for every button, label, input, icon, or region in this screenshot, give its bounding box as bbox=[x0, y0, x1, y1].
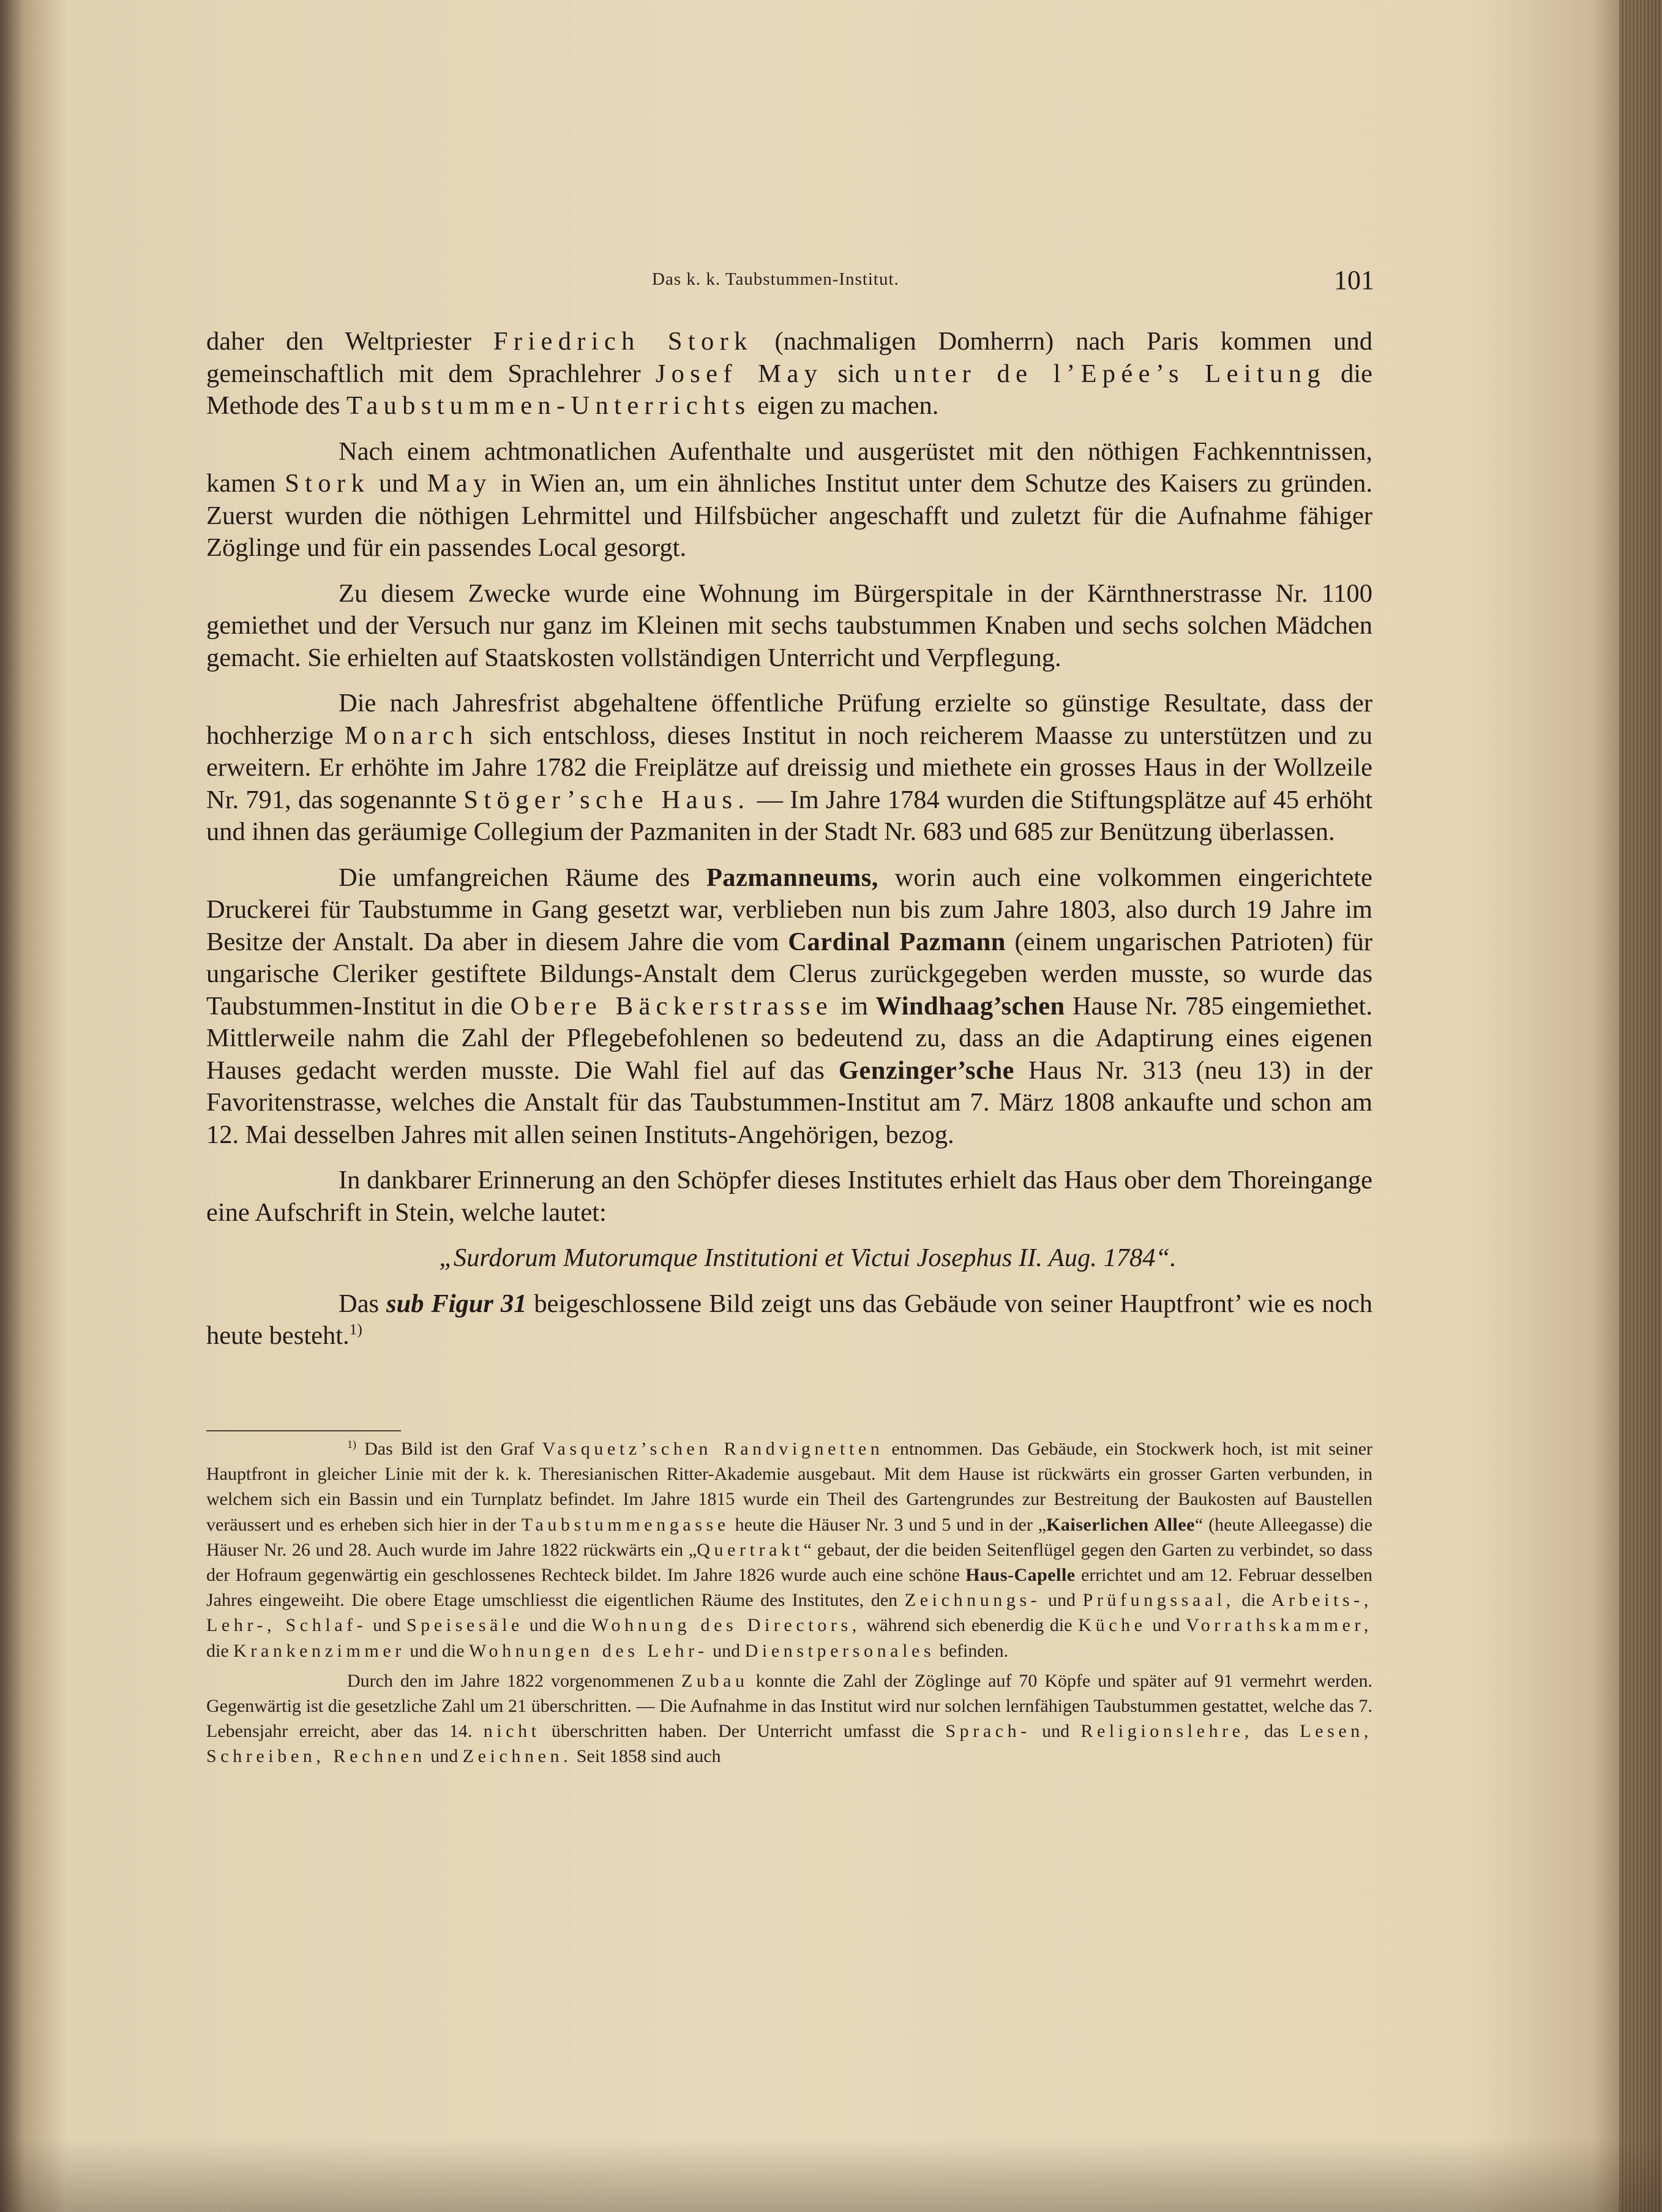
spaced-phrase: Sprach- bbox=[945, 1721, 1031, 1742]
fraktur-name: Genzinger’sche bbox=[838, 1055, 1014, 1085]
text-run: beigeschlossene Bild zeigt uns das Gebäude von seiner Hauptfront’ wie es noch heute besteht. bbox=[206, 1289, 1372, 1350]
main-text bbox=[206, 326, 1372, 1352]
text-run: die Methode des bbox=[206, 359, 1372, 420]
paragraph-1 bbox=[206, 326, 1372, 422]
fraktur-name: Pazmanneums, bbox=[706, 863, 878, 892]
spaced-name: Monarch bbox=[344, 721, 479, 750]
running-title: Das k. k. Taubstummen-Institut. bbox=[652, 269, 899, 289]
spaced-name: Stöger’sche Haus. bbox=[463, 785, 751, 814]
page-shadow bbox=[0, 2139, 1662, 2212]
paragraph-4 bbox=[206, 688, 1372, 849]
fraktur-name: Cardinal Pazmann bbox=[788, 927, 1006, 956]
text-run: im bbox=[833, 991, 876, 1021]
text-run: heute die Häuser Nr. 3 und 5 und in der „ bbox=[729, 1514, 1047, 1535]
spaced-phrase: Dienstpersonales bbox=[744, 1640, 935, 1661]
footnote-rule bbox=[206, 1430, 401, 1431]
page-number: 101 bbox=[1334, 265, 1374, 295]
spaced-name: May bbox=[427, 469, 492, 498]
fraktur-name: Haus-Capelle bbox=[965, 1565, 1076, 1586]
footnote-1 bbox=[206, 1436, 1372, 1663]
spaced-phrase: Quertrakt bbox=[697, 1539, 804, 1560]
text-run: (einem ungarischen Patrioten) für ungarische Cleriker gestiftete Bildungs-Anstalt dem Clerus zurückgegeben werden musste, so wurde das Taubstummen-Institut in die bbox=[206, 927, 1372, 1021]
text-run: sich entschloss, dieses Institut in noch reicherem Maasse zu unterstützen und zu erweitern. Er erhöhte im Jahre 1782 die Freiplätze auf dreissig und miethete ein grosses Haus in der Wollzeile Nr. 791, das sogenannte bbox=[206, 721, 1372, 814]
text-run: Die umfangreichen Räume des bbox=[339, 863, 706, 892]
text-run: und bbox=[367, 1615, 406, 1636]
text-run: Die nach Jahresfrist abgehaltene öffentliche Prüfung erzielte so günstige Resultate, dass der hochherzige bbox=[206, 689, 1372, 750]
text-run: Haus Nr. 313 (neu 13) in der Favoritenstrasse, welches die Anstalt für das Taubstummen-Institut am 7. März 1808 ankaufte und schon am 12. Mai desselben Jahres mit allen seinen Instituts-Angehörigen, bezog. bbox=[206, 1055, 1372, 1149]
spaced-phrase: unter de l’Epée’s Leitung bbox=[894, 359, 1326, 388]
spaced-phrase: Prüfungssaal, bbox=[1082, 1590, 1235, 1611]
text-run: überschritten haben. Der Unterricht umfasst die bbox=[540, 1721, 946, 1742]
paragraph-2 bbox=[206, 436, 1372, 564]
text-run: und bbox=[425, 1746, 463, 1767]
text-run: und die bbox=[405, 1640, 470, 1661]
text-run: worin auch eine volkommen eingerichtete Druckerei für Taubstumme in Gang gesetzt war, verblieben nun bis zum Jahre 1803, also durch 19 Jahre im Besitze der Anstalt. Da aber in diesem Jahre die vom bbox=[206, 863, 1372, 956]
fraktur-name: Windhaag’schen bbox=[875, 991, 1065, 1021]
text-run: “ (heute Alleegasse) die Häuser Nr. 26 und 28. Auch wurde im Jahre 1822 rückwärts ein „ bbox=[206, 1514, 1372, 1560]
text-run: sich bbox=[823, 359, 894, 388]
text-run: und bbox=[1041, 1590, 1083, 1611]
text-run: eigen zu machen. bbox=[751, 391, 939, 420]
spaced-name: Friedrich Stork bbox=[493, 327, 753, 356]
footnote-number: 1) bbox=[347, 1438, 356, 1451]
spaced-phrase: Zubau bbox=[681, 1670, 749, 1691]
text-run: (nachmaligen Domherrn) nach Paris kommen und gemeinschaftlich mit dem Sprachlehrer bbox=[206, 327, 1373, 388]
footnote-1-continued bbox=[206, 1668, 1372, 1769]
text-run: Das bbox=[339, 1289, 387, 1318]
paragraph-6: In dankbarer Erinnerung an den Schöpfer dieses Institutes erhielt das Haus ober dem Thoreingange eine Aufschrift in Stein, welche lautet: bbox=[206, 1166, 1372, 1227]
spaced-phrase: Arbeits-, Lehr-, Schlaf- bbox=[206, 1590, 1373, 1636]
text-run: — Im Jahre 1784 wurden die Stiftungsplätze auf 45 erhöht und ihnen das geräumige Collegium der Pazmaniten in der Stadt Nr. 683 und 685 zur Benützung überlassen. bbox=[206, 785, 1372, 846]
paragraph-5 bbox=[206, 862, 1372, 1152]
fraktur-name: Kaiserlichen Allee bbox=[1046, 1514, 1195, 1535]
page-header bbox=[652, 264, 1374, 301]
text-run: Seit 1858 sind auch bbox=[572, 1746, 721, 1767]
spaced-phrase: Zeichnen. bbox=[462, 1746, 572, 1767]
text-run: Hause Nr. 785 eingemiethet. Mittlerweile nahm die Zahl der Pflegebefohlenen so bedeutend zu, dass an die Adaptirung eines eigenen Hauses gedacht werden musste. Die Wahl fiel auf das bbox=[206, 991, 1372, 1085]
text-run: die bbox=[206, 1640, 234, 1661]
inscription-quote: „Surdorum Mutorumque Institutioni et Victui Josephus II. Aug. 1784“. bbox=[439, 1243, 1177, 1272]
spaced-phrase: Zeichnungs- bbox=[904, 1590, 1041, 1611]
spaced-name: Stork bbox=[285, 469, 370, 498]
text-run: während sich ebenerdig die bbox=[860, 1615, 1079, 1636]
text-run: und bbox=[1146, 1615, 1186, 1636]
text-run: daher den Weltpriester bbox=[206, 327, 493, 356]
spaced-phrase: Wohnungen des Lehr- bbox=[469, 1640, 708, 1661]
text-run: befinden. bbox=[935, 1640, 1009, 1661]
spaced-name: Obere Bäckerstrasse bbox=[510, 991, 833, 1021]
paragraph-7 bbox=[206, 1288, 1372, 1352]
spaced-phrase: Küche bbox=[1078, 1615, 1147, 1636]
spaced-name: Josef May bbox=[655, 359, 823, 388]
text-run: Durch den im Jahre 1822 vorgenommenen bbox=[347, 1670, 681, 1691]
page-stack-edge bbox=[1619, 0, 1662, 2212]
spaced-phrase: Taubstummengasse bbox=[521, 1514, 730, 1535]
text-run: “ gebaut, der die beiden Seitenflügel gegen den Garten zu verbindet, so dass der Hofraum gegenwärtig ein geschlossenes Rechteck bildet. Im Jahre 1826 wurde auch eine schöne bbox=[206, 1539, 1372, 1586]
text-run: und bbox=[1030, 1721, 1081, 1742]
spaced-phrase: Taubstummen-Unterrichts bbox=[346, 391, 751, 420]
figure-reference: sub Figur 31 bbox=[386, 1289, 527, 1318]
text-run: Das Bild ist den Graf bbox=[356, 1439, 542, 1459]
spaced-phrase: Vasquetz’schen Randvignetten bbox=[542, 1439, 884, 1459]
spaced-phrase: nicht bbox=[483, 1721, 541, 1742]
text-run: die bbox=[1234, 1590, 1271, 1611]
text-run: errichtet und am 12. Februar desselben Jahres eingeweiht. Die obere Etage umschliesst die eigentlichen Räume des Institutes, den bbox=[206, 1565, 1372, 1611]
text-run: in Wien an, um ein ähnliches Institut unter dem Schutze des Kaisers zu gründen. Zuerst wurden die nöthigen Lehrmittel und Hilfsbücher angeschafft und zuletzt für die Aufnahme fähiger Zöglinge und für ein passendes Local gesorgt. bbox=[206, 469, 1372, 562]
paragraph-3: Zu diesem Zwecke wurde eine Wohnung im Bürgerspitale in der Kärnthnerstrasse Nr. 1100 gemiethet und der Versuch nur ganz im Kleinen mit sechs taubstummen Knaben und sechs solchen Mädchen gemacht. Sie erhielten auf Staatskosten vollständigen Unterricht und Verpflegung. bbox=[206, 579, 1372, 672]
spaced-phrase: Speisesäle bbox=[406, 1615, 523, 1636]
spaced-phrase: Vorrathskammer, bbox=[1186, 1615, 1372, 1636]
text-run: entnommen. Das Gebäude, ein Stockwerk hoch, ist mit seiner Hauptfront in gleicher Linie mit der k. k. Theresianischen Ritter-Akademie ausgebaut. Mit dem Hause ist rückwärts ein grosser Garten verbunden, in welchem sich ein Bassin und ein Turnplatz befindet. Im Jahre 1815 wurde ein Theil des Gartengrundes zur Bestreitung der Baukosten auf Baustellen veräussert und es erheben sich hier in der bbox=[206, 1439, 1373, 1535]
text-run: und die bbox=[523, 1615, 591, 1636]
text-run: und bbox=[370, 469, 427, 498]
footnotes bbox=[206, 1436, 1372, 1769]
text-run: das bbox=[1252, 1721, 1300, 1742]
text-run: Nach einem achtmonatlichen Aufenthalte und ausgerüstet mit den nöthigen Fachkenntnissen, kamen bbox=[206, 437, 1372, 498]
spaced-phrase: Krankenzimmer bbox=[233, 1640, 405, 1661]
spaced-phrase: Religionslehre, bbox=[1080, 1721, 1253, 1742]
text-run: und bbox=[708, 1640, 745, 1661]
spaced-phrase: Lesen, Schreiben, Rechnen bbox=[206, 1721, 1373, 1767]
spaced-phrase: Wohnung des Directors, bbox=[591, 1615, 861, 1636]
text-run: konnte die Zahl der Zöglinge auf 70 Köpfe und später auf 91 vermehrt werden. Gegenwärtig ist die gesetzliche Zahl um 21 überschritten. — Die Aufnahme in das Institut wird nur solchen lernfähigen Taubstummen gestattet, welche das 7. Lebensjahr erreicht, aber das 14. bbox=[206, 1670, 1372, 1742]
footnote-marker: 1) bbox=[349, 1320, 362, 1338]
